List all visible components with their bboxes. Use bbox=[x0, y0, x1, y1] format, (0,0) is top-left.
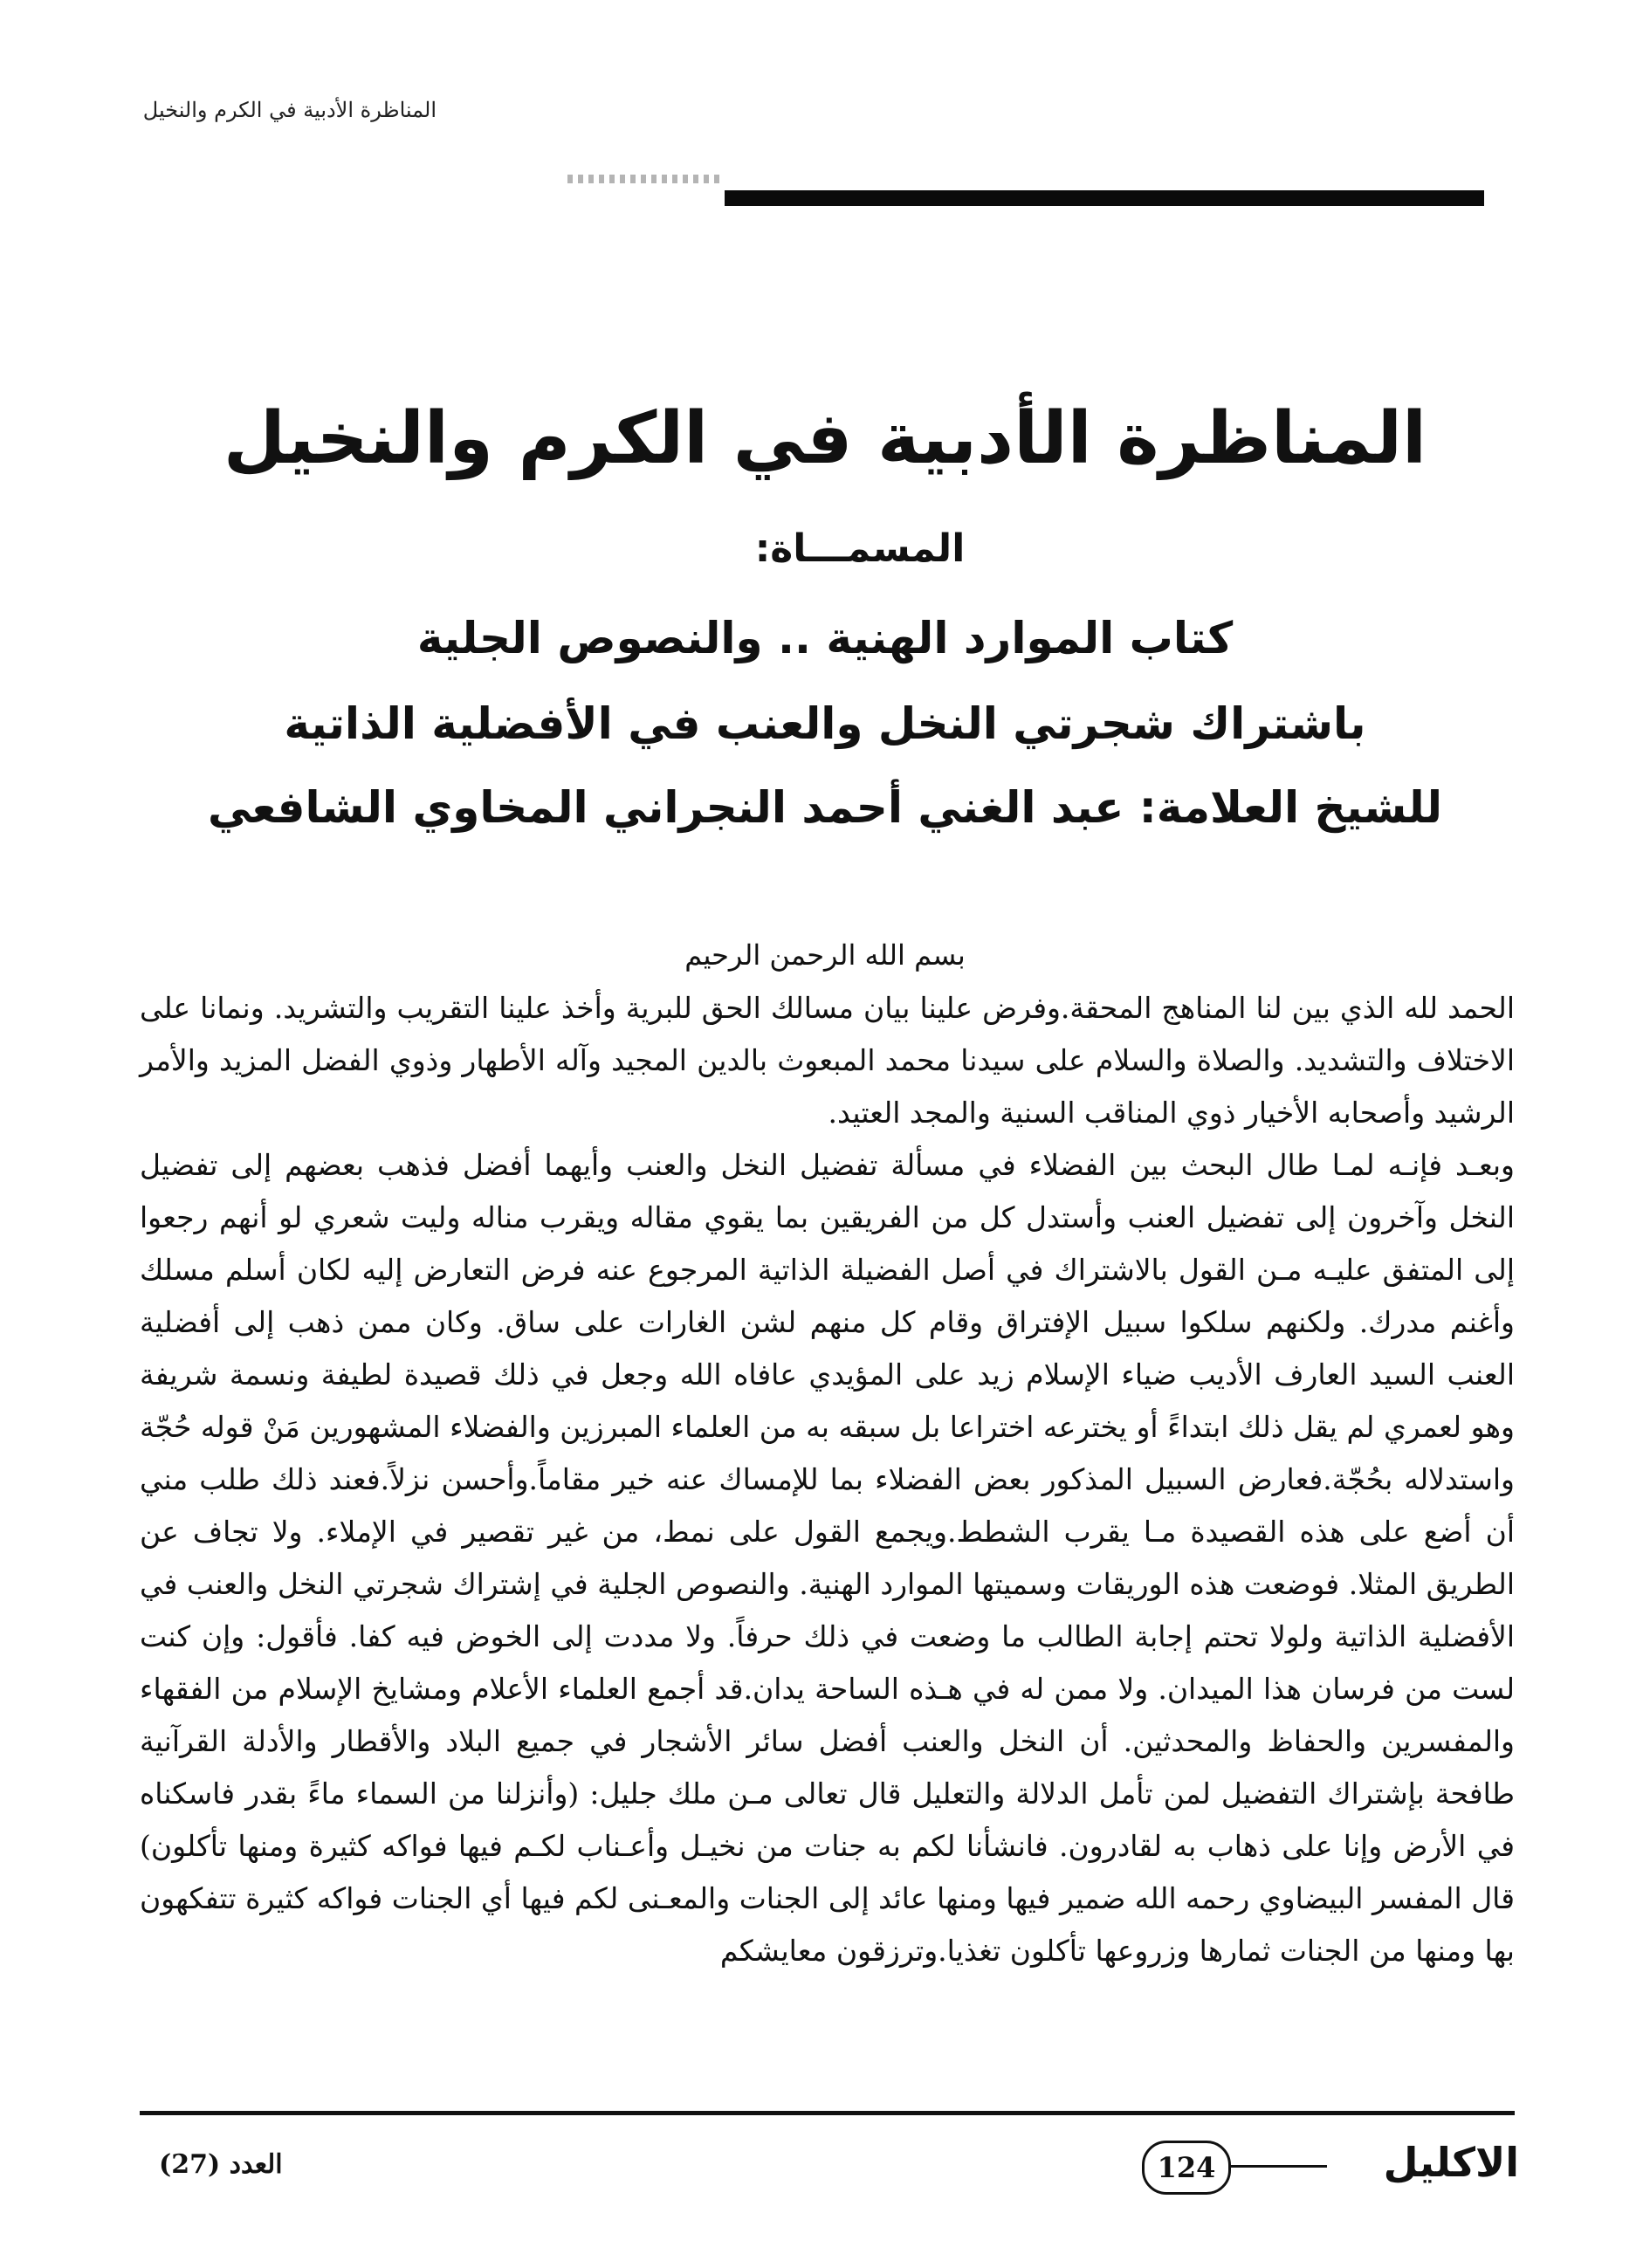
paragraph-opening: الحمد لله الذي بين لنا المناهج المحقة.وفرض علينا بيان مسالك الحق للبرية وأخذ علينا التقريب والتشريد. ونمانا على الاختلاف والتشديد. والصلاة والسلام على سيدنا محمد المبعوث بالدين المجيد وآله الأطهار وذوي الفضل المزيد والأمر الرشيد وأصحابه الأخيار ذوي المناقب السنية والمجد العتيد. bbox=[140, 991, 1515, 1130]
author-line: للشيخ العلامة: عبد الغني أحمد النجراني المخاوي الشافعي bbox=[207, 782, 1443, 833]
issue-number: العدد (27) bbox=[159, 2149, 283, 2180]
book-title-line: كتاب الموارد الهنية .. والنصوص الجلية bbox=[416, 613, 1234, 663]
page-number: 124 bbox=[1142, 2141, 1231, 2195]
paragraph-main: وبعـد فإنـه لمـا طال البحث بين الفضلاء في مسألة تفضيل النخل والعنب وأيهما أفضل فذهب بعضهم إلى تفضيل النخل وآخرون إلى تفضيل العنب وأستدل كل من الفريقين بما يقوي مقاله ويقرب مناله وليت شعري لو أنهم رجعوا إلى المتفق عليـه مـن القول بالاشتراك في أصل الفضيلة الذاتية المرجوع عنه فرض التعارض إليه لكان أسلم مسلك وأغنم مدرك. ولكنهم سلكوا سبيل الإفتراق وقام كل منهم لشن الغارات على ساق. وكان ممن ذهب إلى أفضلية العنب السيد العارف الأديب ضياء الإسلام زيد على المؤيدي عافاه الله وجعل في ذلك قصيدة لطيفة ونسمة شريفة وهو لعمري لم يقل ذلك ابتداءً أو يخترعه اختراعا بل سبقه به من العلماء المبرزين والفضلاء المشهورين مَنْ قوله حُجّة واستدلاله بحُجّة.فعارض السبيل المذكور بعض الفضلاء بما للإمساك عنه خير مقاماً.وأحسن نزلاً.فعند ذلك طلب مني أن أضع على هذه القصيدة مـا يقرب الشطط.ويجمع القول على نمط، من غير تقصير في الإملاء. ولا تجاف عن الطريق المثلا. فوضعت هذه الوريقات وسميتها الموارد الهنية. والنصوص الجلية في إشتراك شجرتي النخل والعنب في الأفضلية الذاتية ولولا تحتم إجابة الطالب ما وضعت في ذلك حرفاً. ولا مددت إلى الخوض فيه كفا. فأقول: وإن كنت لست من فرسان هذا الميدان. ولا ممن له في هـذه الساحة يدان.قد أجمع العلماء الأعلام ومشايخ الإسلام من الفقهاء والمفسرين والحفاظ والمحدثين. أن النخل والعنب أفضل سائر الأشجار في جميع البلاد والأقطار والأدلة القرآنية طافحة بإشتراك التفضيل لمن تأمل الدلالة والتعليل قال تعالى مـن ملك جليل: (وأنزلنا من السماء ماءً بقدر فاسكناه في الأرض وإنا على ذهاب به لقادرون. فانشأنا لكم به جنات من نخيـل وأعـناب لكـم فيها فواكه كثيرة ومنها تأكلون) قال المفسر البيضاوي رحمه الله ضمير فيها ومنها عائد إلى الجنات والمعـنى لكم فيها أي الجنات فواكه كثيرة تتفكهون بها ومنها من الجنات ثمارها وزروعها تأكلون تغذيا.وترزقون معايشكم bbox=[140, 1148, 1515, 1968]
footer-rule bbox=[140, 2111, 1515, 2115]
running-header: المناظرة الأدبية في الكرم والنخيل bbox=[142, 98, 437, 122]
book-subject-line: باشتراك شجرتي النخل والعنب في الأفضلية الذاتية bbox=[284, 698, 1366, 749]
page-number-connector bbox=[1231, 2165, 1327, 2168]
journal-name: الاكليل bbox=[1383, 2139, 1519, 2186]
top-rule-fade bbox=[567, 175, 725, 183]
top-rule bbox=[725, 190, 1484, 206]
page-title: المناظرة الأدبية في الكرم والنخيل bbox=[223, 397, 1427, 480]
subtitle-label: المسمـــاة: bbox=[754, 526, 966, 571]
article-body bbox=[140, 982, 1515, 1977]
basmala: بسم الله الرحمن الرحيم bbox=[684, 938, 966, 972]
